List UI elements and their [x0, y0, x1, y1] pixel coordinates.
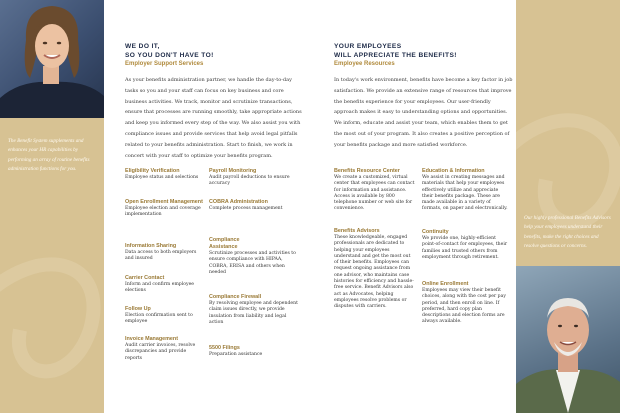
- left-panel-caption: The Benefit System supplements and enhances your HR capabilities by performing an array of routine benefits administration functions for you.: [8, 138, 90, 172]
- service-body: Scrutinize processes and activities to ensure compliance with HIPAA, COBRA, ERISA and others when needed: [209, 251, 296, 275]
- service-body: We assist in creating messages and materials that help your employees effectively utilize and appreciate their benefits package. These are made available in a variety of formats, on paper and electronically.: [422, 175, 508, 212]
- employee-subheading: Employee Resources: [334, 61, 395, 67]
- man-portrait-photo: [516, 266, 620, 413]
- service-body: We create a customized, virtual center that employees can contact for information and assistance. Access is available by 800 telephone number or web site for convenience.: [334, 175, 415, 212]
- service-body: Election confirmation sent to employee: [125, 313, 193, 325]
- service-compliance-assistance: [209, 237, 299, 276]
- service-follow-up: [125, 306, 203, 326]
- service-title: Compliance Firewall: [209, 294, 262, 300]
- service-online-enrollment: [422, 281, 510, 326]
- service-title: 5500 Filings: [209, 345, 240, 351]
- service-continuity: [422, 229, 510, 261]
- service-body: By resolving employee and dependent claim issues directly, we provide insulation from liability and legal action: [209, 301, 298, 325]
- service-title: Benefits Resource Center: [334, 168, 400, 174]
- employee-heading-line1: YOUR EMPLOYEES: [334, 43, 402, 50]
- woman-portrait-photo: [0, 0, 104, 118]
- service-body: Employee election and coverage implementation: [125, 206, 201, 218]
- service-title: Carrier Contact: [125, 275, 165, 281]
- service-title: Follow Up: [125, 306, 151, 312]
- service-5500-filings: [209, 345, 299, 358]
- service-body: Employees may view their benefit choices, along with the cost per pay period, and then enroll on line. If preferred, hard copy plan descriptions and election forms are always available.: [422, 288, 506, 325]
- service-title: Invoice Management: [125, 336, 179, 342]
- service-open-enrollment: [125, 199, 203, 219]
- employee-intro-paragraph: In today's work environment, benefits have become a key factor in job satisfaction. We provide an extensive range of resources that improve the benefits experience for your employees. Our user-friendly approach makes it easy to understanding options and opportunities. We inform, educate and assist your team, which enables them to get the most out of your program. It also creates a positive perception of your benefits package and more satisfied workforce.: [334, 77, 513, 148]
- service-education-information: [422, 168, 510, 213]
- employee-heading-line2: WILL APPRECIATE THE BENEFITS!: [334, 52, 457, 59]
- service-body: Complete process management: [209, 206, 283, 211]
- employer-heading-line2: SO YOU DON'T HAVE TO!: [125, 52, 214, 59]
- service-body: Audit payroll deductions to ensure accuracy: [209, 175, 290, 187]
- service-body: Employee status and selections: [125, 175, 199, 180]
- service-eligibility: [125, 168, 203, 181]
- service-information-sharing: [125, 243, 203, 263]
- employer-subheading: Employer Support Services: [125, 61, 204, 67]
- left-side-panel: [0, 0, 104, 413]
- employee-heading: [334, 42, 457, 60]
- service-title: Compliance Assistance: [209, 237, 240, 250]
- service-title: Information Sharing: [125, 243, 177, 249]
- main-content: [104, 0, 516, 413]
- service-body: Data access to both employers and insured: [125, 250, 197, 262]
- service-body: Preparation assistance: [209, 352, 263, 357]
- service-benefits-advisors: [334, 228, 416, 311]
- service-cobra-administration: [209, 199, 299, 212]
- service-title: Eligibility Verification: [125, 168, 180, 174]
- woman-portrait-image: [0, 0, 104, 118]
- service-title: Education & Information: [422, 168, 485, 174]
- service-title: Payroll Monitoring: [209, 168, 257, 174]
- service-payroll-monitoring: [209, 168, 299, 188]
- service-body: Audit carrier invoices, resolve discrepancies and provide reports: [125, 343, 196, 361]
- employer-heading: [125, 42, 214, 60]
- employer-heading-line1: WE DO IT,: [125, 43, 160, 50]
- service-invoice-management: [125, 336, 203, 362]
- service-title: Online Enrollment: [422, 281, 469, 287]
- right-side-panel: [516, 0, 620, 413]
- service-title: Continuity: [422, 229, 449, 235]
- service-body: Inform and confirm employee elections: [125, 282, 195, 294]
- service-title: Open Enrollment Management: [125, 199, 203, 205]
- service-carrier-contact: [125, 275, 203, 295]
- employer-intro-paragraph: As your benefits administration partner, we handle the day-to-day tasks so you and your staff can focus on key business and core business activities. We track, monitor and scrutinize transactions, ensure that processes are running smoothly, take appropriate actions and keep you informed every step of the way. We also assist you with compliance issues and provide services that help avoid legal pitfalls related to your benefits administration. Start to finish, we work in concert with your staff to optimize your benefits program.: [125, 77, 302, 159]
- right-panel-caption: Our highly professional Benefits Advisors help your employees understand their benefits, make the right choices and resolve questions or concerns.: [524, 215, 611, 249]
- man-portrait-image: [516, 266, 620, 413]
- service-compliance-firewall: [209, 294, 299, 326]
- service-body: These knowledgeable, engaged professionals are dedicated to helping your employees understand and get the most out of their benefits. Employees can request ongoing assistance from one advisor, who maintains case histories for efficiency and hassle-free service. Benefit Advisors also act as Advocates, helping employees resolve problems or disputes with carriers.: [334, 235, 414, 310]
- service-body: We provide one, highly-efficient point-of-contact for employees, their families and trusted others from employment through retirement.: [422, 236, 508, 260]
- service-benefits-resource-center: [334, 168, 416, 213]
- service-title: COBRA Administration: [209, 199, 268, 205]
- service-title: Benefits Advisors: [334, 228, 380, 234]
